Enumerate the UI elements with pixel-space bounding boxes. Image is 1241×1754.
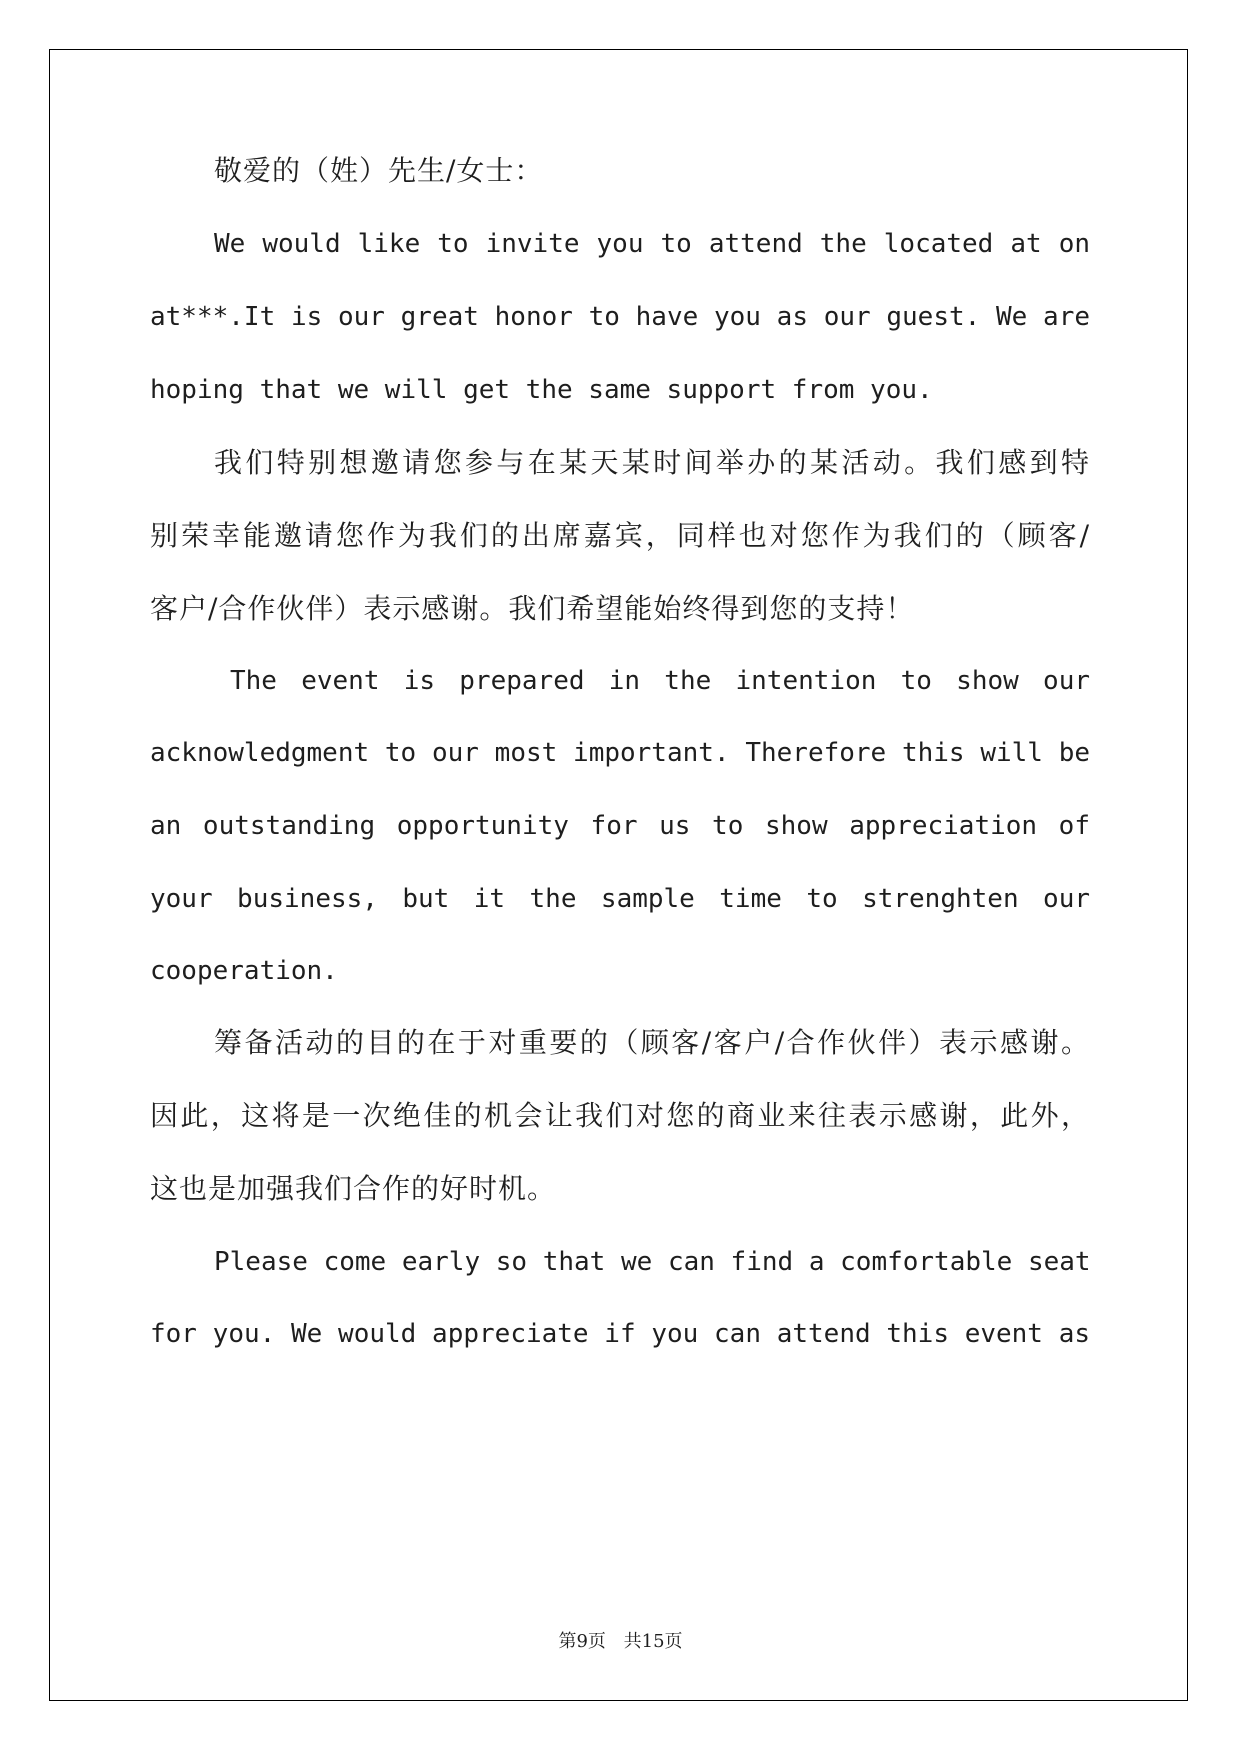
text-line: We would like to invite you to attend the located at on (214, 229, 1090, 259)
text-line: 别荣幸能邀请您作为我们的出席嘉宾，同样也对您作为我们的（顾客/ (150, 519, 1090, 552)
page-footer (0, 1627, 1241, 1653)
text-line: for you. We would appreciate if you can attend this event as (150, 1319, 1090, 1349)
text-line: cooperation. (150, 956, 338, 986)
text-line: 因此，这将是一次绝佳的机会让我们对您的商业来往表示感谢，此外， (150, 1099, 1090, 1132)
text-line: 筹备活动的目的在于对重要的（顾客/客户/合作伙伴）表示感谢。 (214, 1026, 1090, 1059)
text-line: 我们特别想邀请您参与在某天某时间举办的某活动。我们感到特 (214, 446, 1090, 479)
text-line: your business, but it the sample time to strenghten our (150, 884, 1090, 914)
page-number: 第9页 (558, 1631, 606, 1652)
text-line: 这也是加强我们合作的好时机。 (150, 1172, 557, 1205)
page-total: 共15页 (623, 1631, 683, 1652)
text-line: acknowledgment to our most important. Therefore this will be (150, 738, 1090, 768)
salutation-line: 敬爱的（姓）先生/女士： (214, 154, 544, 187)
text-line: hoping that we will get the same support from you. (150, 375, 933, 405)
text-line: Please come early so that we can find a comfortable seat (214, 1247, 1091, 1277)
text-line: at***.It is our great honor to have you as our guest. We are (150, 302, 1090, 332)
text-line: The event is prepared in the intention to show our (230, 666, 1090, 696)
text-line: 客户/合作伙伴）表示感谢。我们希望能始终得到您的支持！ (150, 592, 915, 625)
text-line: an outstanding opportunity for us to show appreciation of (150, 811, 1090, 841)
